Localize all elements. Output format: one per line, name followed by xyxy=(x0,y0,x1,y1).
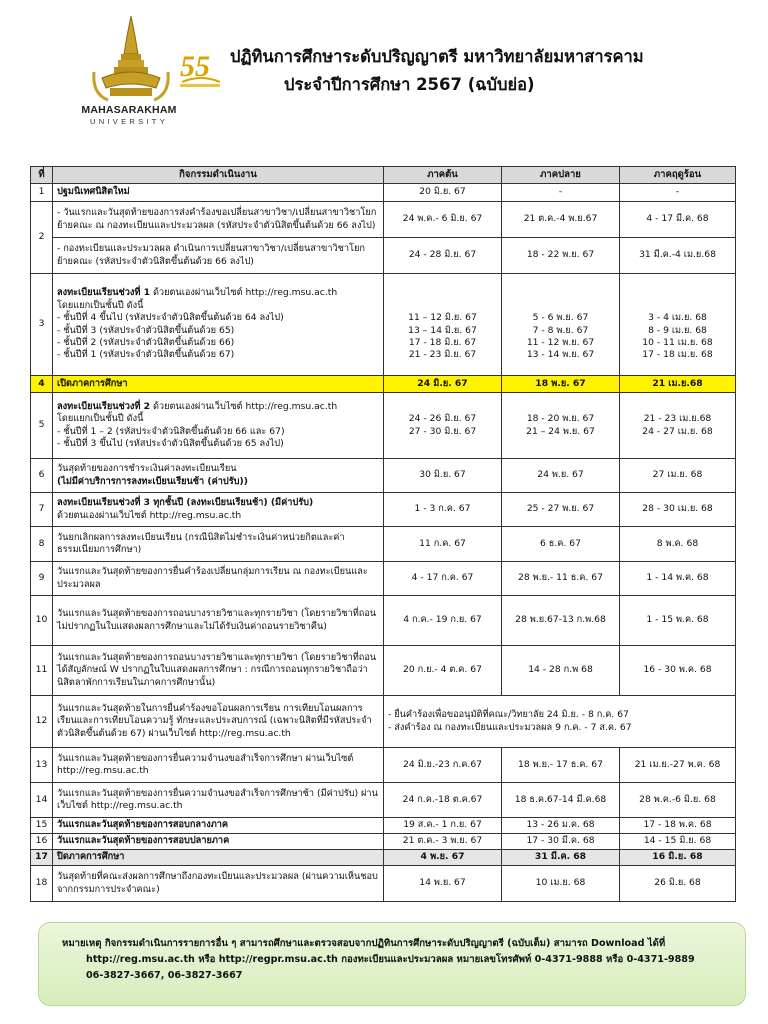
date-line: 27 - 30 มิ.ย. 67 xyxy=(408,425,477,437)
activity-cell xyxy=(53,274,384,376)
second-semester-date: 17 - 30 มี.ค. 68 xyxy=(502,834,620,850)
summer-date: 4 - 17 มี.ค. 68 xyxy=(620,202,736,238)
date-line: 7 - 8 พ.ย. 67 xyxy=(532,324,589,336)
table-row xyxy=(31,393,736,459)
calendar-title: ปฏิทินการศึกษาระดับปริญญาตรี มหาวิทยาลัยมหาสารคาม xyxy=(230,47,644,66)
university-logo xyxy=(88,14,174,118)
summer-date xyxy=(620,393,736,459)
activity-note: ด้วยตนเองผ่านเว็บไซต์ http://reg.msu.ac.th xyxy=(57,509,242,521)
row-number: 17 xyxy=(31,850,53,866)
first-semester-date: 11 ก.ค. 67 xyxy=(384,527,502,562)
summer-date: 8 พ.ค. 68 xyxy=(620,527,736,562)
university-name-en: MAHASARAKHAM xyxy=(81,104,177,116)
year-group-line: - ชั้นปีที่ 3 ขึ้นไป (รหัสประจำตัวนิสิตขึ้นต้นด้วย 65 ลงไป) xyxy=(57,437,284,449)
table-row xyxy=(31,202,736,238)
second-semester-date xyxy=(502,393,620,459)
table-row xyxy=(31,459,736,493)
activity-cell: วันแรกและวันสุดท้ายในการยื่นคำร้องขอโอนผลการเรียน การเทียบโอนผลการเรียนและการเทียบโอนความรู้ ทักษะและประสบการณ์ (เฉพาะนิสิตที่มีรหัสประจำตัวนิสิตขึ้นต้นด้วย 67) ผ่านเว็บไซต์ http://reg.msu.ac.th xyxy=(53,696,384,748)
date-line: 24 - 26 มิ.ย. 67 xyxy=(408,413,477,425)
row-number: 12 xyxy=(31,696,53,748)
date-line: 24 - 27 เม.ย. 68 xyxy=(642,425,713,437)
table-row xyxy=(31,866,736,902)
table-row xyxy=(31,562,736,596)
row-number: 7 xyxy=(31,493,53,527)
row-number: 6 xyxy=(31,459,53,493)
row-number: 10 xyxy=(31,596,53,646)
document-header xyxy=(0,0,768,160)
first-semester-date: 4 - 17 ก.ค. 67 xyxy=(384,562,502,596)
second-semester-date xyxy=(502,274,620,376)
date-line: 13 - 14 พ.ย. 67 xyxy=(526,349,595,361)
row-number: 14 xyxy=(31,783,53,818)
table-row xyxy=(31,818,736,834)
row-number: 9 xyxy=(31,562,53,596)
first-semester-date: 24 ก.ค.-18 ต.ค.67 xyxy=(384,783,502,818)
registration-method: ด้วยตนเองผ่านเว็บไซต์ http://reg.msu.ac.th xyxy=(152,287,338,299)
table-row-highlighted xyxy=(31,376,736,393)
table-row xyxy=(31,238,736,274)
first-semester-date: 14 พ.ย. 67 xyxy=(384,866,502,902)
summer-date: 17 - 18 พ.ค. 68 xyxy=(620,818,736,834)
activity-subline: โดยแยกเป็นชั้นปี ดังนี้ xyxy=(57,299,144,311)
summer-date: 14 - 15 มิ.ย. 68 xyxy=(620,834,736,850)
year-group-line: - ชั้นปีที่ 1 (รหัสประจำตัวนิสิตขึ้นต้นด้วย 67) xyxy=(57,349,235,361)
date-line: 8 - 9 เม.ย. 68 xyxy=(648,324,707,336)
row-number: 5 xyxy=(31,393,53,459)
date-line: 3 - 4 เม.ย. 68 xyxy=(648,312,707,324)
first-semester-date: 24 มิ.ย.-23 ก.ค.67 xyxy=(384,748,502,783)
row-number: 8 xyxy=(31,527,53,562)
row-number: 13 xyxy=(31,748,53,783)
activity-cell: วันยกเลิกผลการลงทะเบียนเรียน (กรณีนิสิตไม่ชำระเงินค่าหน่วยกิตและค่าธรรมเนียมการศึกษา) xyxy=(53,527,384,562)
second-semester-date: 18 พ.ย. 67 xyxy=(502,376,620,393)
first-semester-date: 4 ก.ค.- 19 ก.ย. 67 xyxy=(384,596,502,646)
second-semester-date: 25 - 27 พ.ย. 67 xyxy=(502,493,620,527)
activity-cell: วันแรกและวันสุดท้ายของการถอนบางรายวิชาและทุกรายวิชา (โดยรายวิชาที่ถอนไม่ปรากฏในใบแสดงผลการศึกษาและไม่ได้รับเงินค่าถอนรายวิชาคืน) xyxy=(53,596,384,646)
footnote-links-line: http://reg.msu.ac.th หรือ http://regpr.msu.ac.th กองทะเบียนและประมวลผล หมายเลขโทรศัพท์ 0-4371-9888 หรือ 0-4371-9889 xyxy=(86,954,695,965)
first-semester-date xyxy=(384,393,502,459)
date-line: 21 - 23 เม.ย.68 xyxy=(643,413,712,425)
second-semester-date: 10 เม.ย. 68 xyxy=(502,866,620,902)
table-row xyxy=(31,783,736,818)
activity-subline: โดยแยกเป็นชั้นปี ดังนี้ xyxy=(57,413,144,425)
activity-text: วันสุดท้ายของการชำระเงินค่าลงทะเบียนเรียน xyxy=(57,463,237,475)
activity-cell: เปิดภาคการศึกษา xyxy=(53,376,384,393)
first-semester-date: 20 มิ.ย. 67 xyxy=(384,184,502,202)
second-semester-date: 24 พ.ย. 67 xyxy=(502,459,620,493)
row-number: 18 xyxy=(31,866,53,902)
first-semester-date: 19 ส.ค.- 1 ก.ย. 67 xyxy=(384,818,502,834)
activity-cell xyxy=(53,493,384,527)
summer-date: 1 - 15 พ.ค. 68 xyxy=(620,596,736,646)
first-semester-date: 24 - 28 มิ.ย. 67 xyxy=(384,238,502,274)
first-semester-date: 20 ก.ย.- 4 ต.ค. 67 xyxy=(384,646,502,696)
second-semester-date: 21 ต.ค.-4 พ.ย.67 xyxy=(502,202,620,238)
badge-number: 55 xyxy=(180,50,210,83)
row-number: 3 xyxy=(31,274,53,376)
activity-cell: วันแรกและวันสุดท้ายของการสอบกลางภาค xyxy=(53,818,384,834)
second-semester-date: 14 - 28 ก.พ 68 xyxy=(502,646,620,696)
activity-cell: วันแรกและวันสุดท้ายของการถอนบางรายวิชาและทุกรายวิชา (โดยรายวิชาที่ถอนได้สัญลักษณ์ W ปรากฏในใบแสดงผลการศึกษา : กรณีการถอนทุกรายวิชาถือว่านิสิตลาพักการเรียนในภาคการศึกษานั้น) xyxy=(53,646,384,696)
university-name-en-sub: UNIVERSITY xyxy=(89,117,168,126)
second-semester-date: 31 มี.ค. 68 xyxy=(502,850,620,866)
registration-round-label: ลงทะเบียนเรียนช่วงที่ 2 xyxy=(57,400,151,412)
row-number: 15 xyxy=(31,818,53,834)
summer-date: 16 มิ.ย. 68 xyxy=(620,850,736,866)
date-line: - ส่งคำร้อง ณ กองทะเบียนและประมวลผล 9 ก.ค. - 7 ส.ค. 67 xyxy=(388,721,632,733)
table-row xyxy=(31,748,736,783)
row-number: 11 xyxy=(31,646,53,696)
table-row xyxy=(31,274,736,376)
first-semester-date: 24 พ.ค.- 6 มิ.ย. 67 xyxy=(384,202,502,238)
table-header-row xyxy=(31,167,736,184)
footnote-line: หมายเหตุ กิจกรรมดำเนินการรายการอื่น ๆ สามารถศึกษาและตรวจสอบจากปฏิทินการศึกษาระดับปริญญาตรี (ฉบับเต็ม) สามารถ Download ได้ที่ xyxy=(62,938,666,949)
activity-cell: วันแรกและวันสุดท้ายของการยื่นความจำนงขอสำเร็จการศึกษาช้า (มีค่าปรับ) ผ่านเว็บไซต์ http://reg.msu.ac.th xyxy=(53,783,384,818)
activity-cell: - กองทะเบียนและประมวลผล ดำเนินการเปลี่ยนสาขาวิชา/เปลี่ยนสาขาวิชาโยกย้ายคณะ (รหัสประจำตัวนิสิตขึ้นต้นด้วย 66 ลงไป) xyxy=(53,238,384,274)
footnote-phone-line: 06-3827-3667, 06-3827-3667 xyxy=(86,970,243,981)
row-number: 1 xyxy=(31,184,53,202)
first-semester-date: 30 มิ.ย. 67 xyxy=(384,459,502,493)
summer-date: 27 เม.ย. 68 xyxy=(620,459,736,493)
year-group-line: - ชั้นปีที่ 1 – 2 (รหัสประจำตัวนิสิตขึ้นต้นด้วย 66 และ 67) xyxy=(57,425,285,437)
activity-cell xyxy=(53,393,384,459)
second-semester-date: 18 - 22 พ.ย. 67 xyxy=(502,238,620,274)
year-group-line: - ชั้นปีที่ 2 (รหัสประจำตัวนิสิตขึ้นต้นด้วย 66) xyxy=(57,336,235,348)
summer-date: 1 - 14 พ.ค. 68 xyxy=(620,562,736,596)
summer-date: - xyxy=(620,184,736,202)
table-row xyxy=(31,493,736,527)
col-header-summer: ภาคฤดูร้อน xyxy=(620,167,736,184)
date-line: 11 – 12 มิ.ย. 67 xyxy=(408,312,477,324)
activity-cell xyxy=(53,459,384,493)
summer-date: 28 พ.ค.-6 มิ.ย. 68 xyxy=(620,783,736,818)
summer-date: 16 - 30 พ.ค. 68 xyxy=(620,646,736,696)
col-header-activity: กิจกรรมดำเนินงาน xyxy=(53,167,384,184)
registration-method: ด้วยตนเองผ่านเว็บไซต์ http://reg.msu.ac.th xyxy=(152,400,338,412)
activity-cell: วันสุดท้ายที่คณะส่งผลการศึกษาถึงกองทะเบียนและประมวลผล (ผ่านความเห็นชอบจากกรรมการประจำคณะ) xyxy=(53,866,384,902)
activity-cell: - วันแรกและวันสุดท้ายของการส่งคำร้องขอเปลี่ยนสาขาวิชา/เปลี่ยนสาขาวิชาโยกย้ายคณะ ณ กองทะเบียนและประมวลผล (รหัสประจำตัวนิสิตขึ้นต้นด้วย 66 ลงไป) xyxy=(53,202,384,238)
activity-text: ลงทะเบียนเรียนช่วงที่ 3 ทุกชั้นปี (ลงทะเบียนเรียนช้า) (มีค่าปรับ) xyxy=(57,497,314,509)
activity-cell: วันแรกและวันสุดท้ายของการสอบปลายภาค xyxy=(53,834,384,850)
date-line: 5 - 6 พ.ย. 67 xyxy=(532,312,589,324)
col-header-first-semester: ภาคต้น xyxy=(384,167,502,184)
summer-date: 21 เม.ย.68 xyxy=(620,376,736,393)
row-number: 4 xyxy=(31,376,53,393)
summer-date: 28 - 30 เม.ย. 68 xyxy=(620,493,736,527)
second-semester-date: 18 ธ.ค.67-14 มี.ค.68 xyxy=(502,783,620,818)
year-group-line: - ชั้นปีที่ 4 ขึ้นไป (รหัสประจำตัวนิสิตขึ้นต้นด้วย 64 ลงไป) xyxy=(57,312,284,324)
col-header-second-semester: ภาคปลาย xyxy=(502,167,620,184)
table-row xyxy=(31,527,736,562)
activity-cell: วันแรกและวันสุดท้ายของการยื่นความจำนงขอสำเร็จการศึกษา ผ่านเว็บไซต์ http://reg.msu.ac.th xyxy=(53,748,384,783)
academic-calendar-table-wrap xyxy=(30,166,735,902)
table-row xyxy=(31,696,736,748)
activity-cell: ปฐมนิเทศนิสิตใหม่ xyxy=(53,184,384,202)
row-number: 16 xyxy=(31,834,53,850)
activity-note: (ไม่มีค่าบริการการลงทะเบียนเรียนช้า (ค่าปรับ)) xyxy=(57,475,248,487)
first-semester-date: 1 - 3 ก.ค. 67 xyxy=(384,493,502,527)
activity-cell: ปิดภาคการศึกษา xyxy=(53,850,384,866)
date-line: 10 - 11 เม.ย. 68 xyxy=(642,337,713,348)
second-semester-date: 18 พ.ย.- 17 ธ.ค. 67 xyxy=(502,748,620,783)
calendar-subtitle: ประจำปีการศึกษา 2567 (ฉบับย่อ) xyxy=(284,75,535,94)
table-row xyxy=(31,184,736,202)
first-semester-date: 4 พ.ย. 67 xyxy=(384,850,502,866)
date-line: 17 - 18 มิ.ย. 67 xyxy=(408,337,477,348)
transfer-request-dates xyxy=(384,696,736,748)
col-header-no: ที่ xyxy=(31,167,53,184)
summer-date: 26 มิ.ย. 68 xyxy=(620,866,736,902)
table-row xyxy=(31,596,736,646)
second-semester-date: - xyxy=(502,184,620,202)
date-line: 21 – 24 พ.ย. 67 xyxy=(526,425,595,437)
table-row xyxy=(31,834,736,850)
second-semester-date: 6 ธ.ค. 67 xyxy=(502,527,620,562)
summer-date xyxy=(620,274,736,376)
date-line: 11 - 12 พ.ย. 67 xyxy=(526,337,595,348)
first-semester-date xyxy=(384,274,502,376)
activity-cell: วันแรกและวันสุดท้ายของการยื่นคำร้องเปลี่ยนกลุ่มการเรียน ณ กองทะเบียนและประมวลผล xyxy=(53,562,384,596)
second-semester-date: 13 - 26 ม.ค. 68 xyxy=(502,818,620,834)
second-semester-date: 28 พ.ย.- 11 ธ.ค. 67 xyxy=(502,562,620,596)
summer-date: 21 เม.ย.-27 พ.ค. 68 xyxy=(620,748,736,783)
year-group-line: - ชั้นปีที่ 3 (รหัสประจำตัวนิสิตขึ้นต้นด้วย 65) xyxy=(57,324,235,336)
anniversary-55-badge xyxy=(176,46,226,94)
registration-round-label: ลงทะเบียนเรียนช่วงที่ 1 xyxy=(57,287,151,299)
footnote-text xyxy=(62,936,722,984)
table-row-term-end xyxy=(31,850,736,866)
summer-date: 31 มี.ค.-4 เม.ย.68 xyxy=(620,238,736,274)
row-number: 2 xyxy=(31,202,53,274)
date-line: 21 - 23 มิ.ย. 67 xyxy=(408,349,477,361)
first-semester-date: 24 มิ.ย. 67 xyxy=(384,376,502,393)
table-row xyxy=(31,646,736,696)
second-semester-date: 28 พ.ย.67-13 ก.พ.68 xyxy=(502,596,620,646)
date-line: - ยื่นคำร้องเพื่อขออนุมัติที่คณะ/วิทยาลัย 24 มิ.ย. - 8 ก.ค. 67 xyxy=(388,709,629,721)
date-line: 18 - 20 พ.ย. 67 xyxy=(526,413,595,425)
first-semester-date: 21 ต.ค.- 3 พ.ย. 67 xyxy=(384,834,502,850)
date-line: 13 – 14 มิ.ย. 67 xyxy=(408,324,477,336)
date-line: 17 - 18 เม.ย. 68 xyxy=(642,349,713,361)
academic-calendar-table xyxy=(30,166,736,902)
